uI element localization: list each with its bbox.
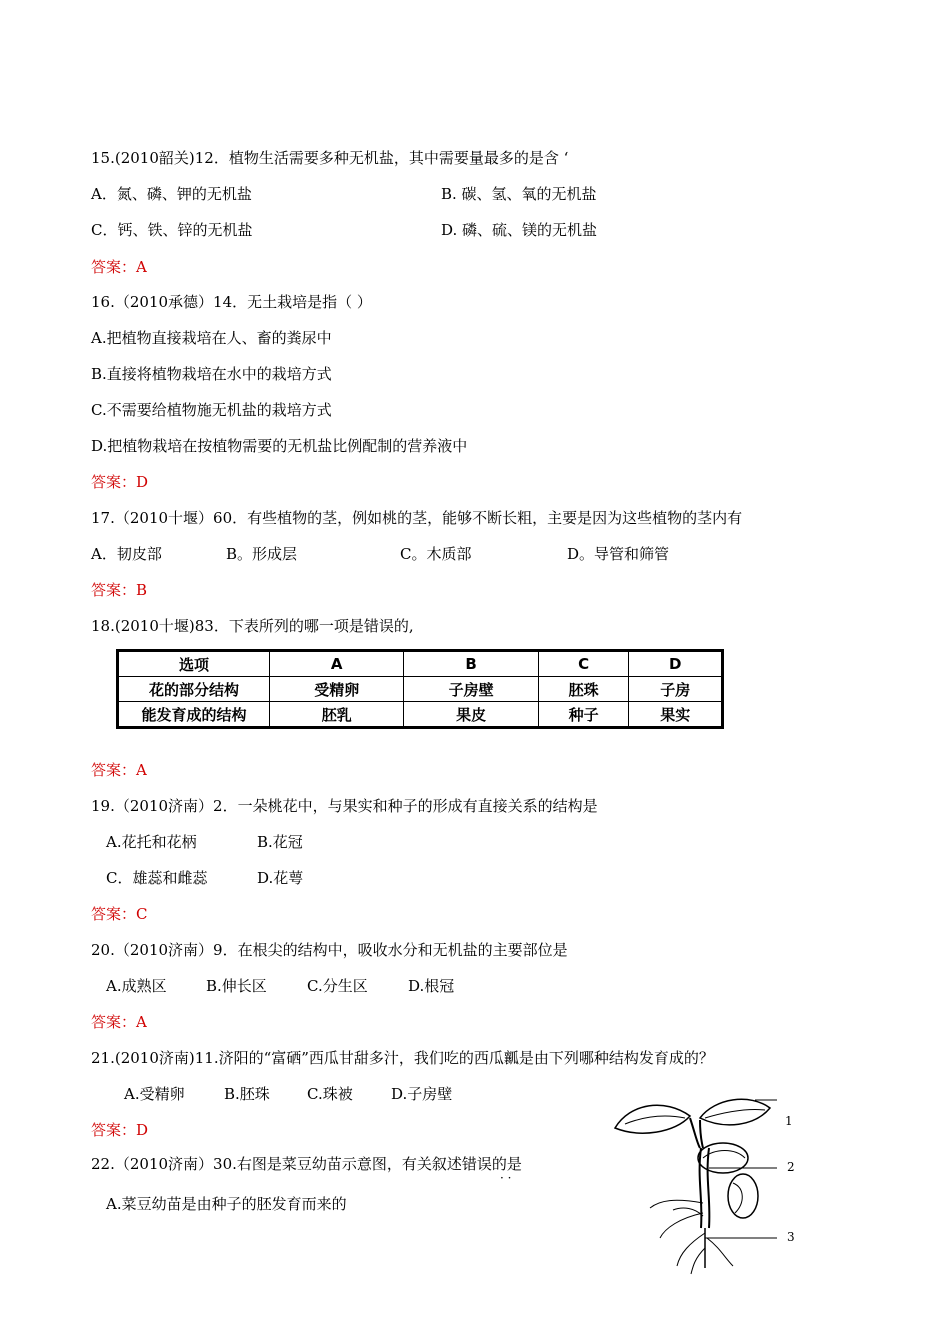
q20-option-a: A.成熟区 [106, 977, 167, 995]
emphasis-dots: · · [500, 1171, 512, 1185]
q22-option-a: A.菜豆幼苗是由种子的胚发育而来的 [106, 1195, 347, 1213]
q20-option-b: B.伸长区 [206, 977, 267, 995]
table-cell: 选项 [118, 651, 270, 677]
table-cell: 子房壁 [404, 677, 538, 702]
table-row [118, 677, 723, 702]
q19-option-a: A.花托和花柄 [106, 833, 197, 851]
q16-stem: 16.（2010承德）14．无土栽培是指（ ） [91, 293, 372, 311]
figure-label-1: 1 [785, 1114, 793, 1128]
table-cell: B [404, 651, 538, 677]
q21-option-a: A.受精卵 [124, 1085, 185, 1103]
table-cell: 胚珠 [538, 677, 629, 702]
q17-option-c: C。木质部 [400, 545, 472, 563]
table-cell: 子房 [629, 677, 723, 702]
q15-option-d: D. 磷、硫、镁的无机盐 [441, 221, 598, 239]
q21-option-b: B.胚珠 [224, 1085, 270, 1103]
q20-option-d: D.根冠 [408, 977, 455, 995]
table-row [118, 702, 723, 728]
q19-option-c: C．雄蕊和雌蕊 [106, 869, 208, 887]
q16-option-c: C.不需要给植物施无机盐的栽培方式 [91, 401, 332, 419]
q17-stem: 17.（2010十堰）60．有些植物的茎，例如桃的茎，能够不断长粗，主要是因为这些植物的茎内有 [91, 509, 743, 527]
table-cell: A [270, 651, 404, 677]
table-cell: D [629, 651, 723, 677]
q20-stem: 20.（2010济南）9．在根尖的结构中，吸收水分和无机盐的主要部位是 [91, 941, 568, 959]
table-header-row [118, 651, 723, 677]
table-cell: C [538, 651, 629, 677]
q15-answer: 答案：A [91, 258, 147, 276]
q20-answer: 答案：A [91, 1013, 147, 1031]
figure-label-3: 3 [787, 1230, 795, 1244]
q21-option-d: D.子房壁 [391, 1085, 453, 1103]
q17-option-b: B。形成层 [226, 545, 298, 563]
table-cell: 果皮 [404, 702, 538, 728]
q18-table [116, 649, 724, 729]
table-cell: 受精卵 [270, 677, 404, 702]
q19-stem: 19.（2010济南）2．一朵桃花中，与果实和种子的形成有直接关系的结构是 [91, 797, 598, 815]
q15-option-a: A．氮、磷、钾的无机盐 [91, 185, 252, 203]
q22-stem: 22.（2010济南）30.右图是菜豆幼苗示意图，有关叙述错误的是 [91, 1155, 522, 1173]
q17-option-a: A．韧皮部 [91, 545, 162, 563]
q18-stem: 18.(2010十堰)83．下表所列的哪一项是错误的, [91, 617, 414, 635]
q21-answer: 答案：D [91, 1121, 149, 1139]
q16-answer: 答案：D [91, 473, 149, 491]
table-cell: 种子 [538, 702, 629, 728]
q16-option-d: D.把植物栽培在按植物需要的无机盐比例配制的营养液中 [91, 437, 468, 455]
q19-answer: 答案：C [91, 905, 148, 923]
q19-option-d: D.花萼 [257, 869, 304, 887]
q20-option-c: C.分生区 [307, 977, 368, 995]
table-cell: 花的部分结构 [118, 677, 270, 702]
table-cell: 胚乳 [270, 702, 404, 728]
q17-answer: 答案：B [91, 581, 148, 599]
q15-option-c: C．钙、铁、锌的无机盐 [91, 221, 253, 239]
q18-answer: 答案：A [91, 761, 147, 779]
q16-option-a: A.把植物直接栽培在人、畜的粪尿中 [91, 329, 332, 347]
q21-stem: 21.(2010济南)11.济阳的“富硒”西瓜甘甜多汁，我们吃的西瓜瓤是由下列哪种结构发育成的？ [91, 1049, 714, 1067]
q15-stem: 15.(2010韶关)12．植物生活需要多种无机盐，其中需要量最多的是含 ‘ [91, 149, 569, 167]
table-cell: 能发育成的结构 [118, 702, 270, 728]
q21-option-c: C.珠被 [307, 1085, 353, 1103]
table-cell: 果实 [629, 702, 723, 728]
q15-option-b: B. 碳、氢、氧的无机盐 [441, 185, 597, 203]
q19-option-b: B.花冠 [257, 833, 303, 851]
bean-seedling-drawing [605, 1088, 805, 1278]
q16-option-b: B.直接将植物栽培在水中的栽培方式 [91, 365, 332, 383]
q17-option-d: D。导管和筛管 [567, 545, 670, 563]
figure-label-2: 2 [787, 1160, 795, 1174]
bean-seedling-figure [605, 1088, 805, 1278]
